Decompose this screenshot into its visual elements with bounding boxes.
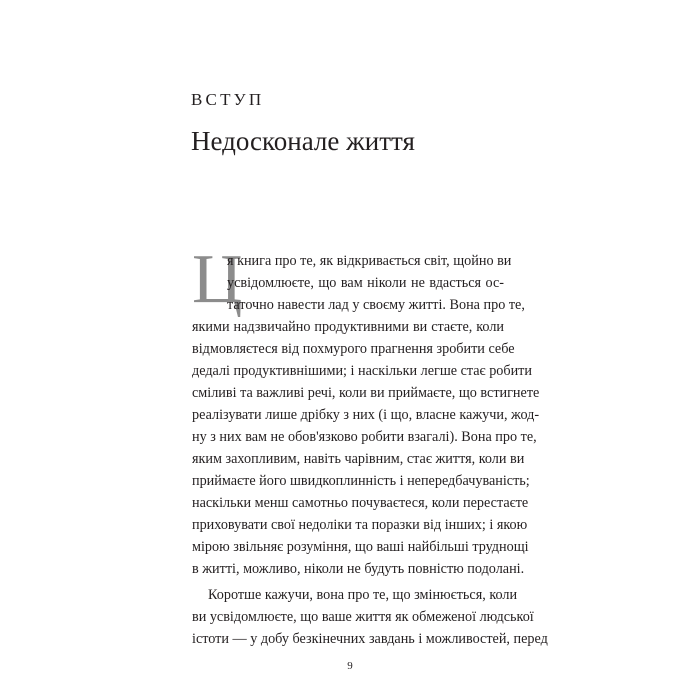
text-line: якими надзвичайно продуктивними ви стаєте, коли — [192, 319, 504, 335]
text-line: Коротше кажучи, вона про те, що змінюється, коли — [208, 587, 518, 603]
text-line: ви усвідомлюєте, що ваше життя як обмеженої людської — [192, 609, 534, 625]
text-line: яким захопливим, навіть чарівним, стає життя, коли ви — [192, 451, 525, 467]
text-line: відмовляєтеся від похмурого прагнення зробити себе — [192, 341, 515, 357]
section-label: ВСТУП — [191, 90, 265, 109]
text-line: мірою звільняє розуміння, що ваші найбільші труднощі — [192, 539, 529, 555]
text-line: таточно навести лад у своєму житті. Вона про те, — [227, 297, 525, 313]
text-line: сміливі та важливі речі, коли ви приймаєте, що встигнете — [192, 385, 540, 401]
drop-cap-letter: Ц — [192, 241, 243, 318]
page-number: 9 — [347, 660, 353, 672]
text-line: дедалі продуктивнішими; і наскільки легше стає робити — [192, 363, 532, 379]
text-line: в житті, можливо, ніколи не будуть повністю подолані. — [192, 561, 525, 577]
text-line: я книга про те, як відкривається світ, щойно ви — [227, 253, 512, 269]
chapter-title: Недосконале життя — [191, 126, 415, 156]
text-line: приховувати свої недоліки та поразки від інших; і якою — [192, 517, 528, 533]
text-line: усвідомлюєте, що вам ніколи не вдасться ос- — [227, 275, 504, 291]
text-line: наскільки менш самотньо почуваєтеся, коли перестаєте — [192, 495, 529, 511]
text-line: ну з них вам не обов'язково робити взагалі). Вона про те, — [192, 429, 537, 445]
text-line: реалізувати лише дрібку з них (і що, власне кажучи, жод- — [192, 407, 540, 423]
text-line: приймаєте його швидкоплинність і непередбачуваність; — [192, 473, 530, 489]
text-line: істоти — у добу безкінечних завдань і можливостей, перед — [192, 631, 548, 647]
